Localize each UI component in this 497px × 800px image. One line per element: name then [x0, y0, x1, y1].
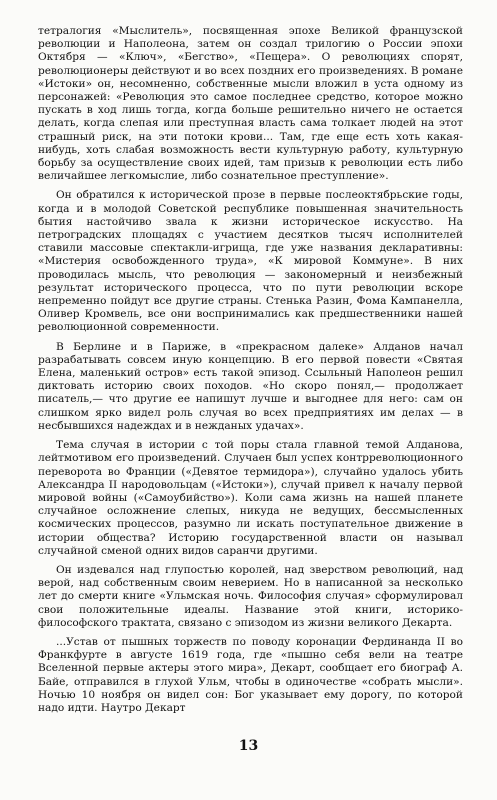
paragraph: ...Устав от пышных торжеств по поводу коронации Фердинанда II во Франкфурте в августе 1619 года, где «пышно себя вели на театре Вселенной первые актеры этого мира», Декарт, сообщает его биограф А. Байе, отправился в глухой Ульм, чтобы в одиночестве «собрать мысли». Ночью 10 ноября он видел сон: Бог указывает ему дорогу, по которой надо идти. Наутро Декарт — [38, 635, 463, 714]
paragraph: Тема случая в истории с той поры стала главной темой Алданова, лейтмотивом его произведений. Случаен был успех контрреволюционного переворота во Франции («Девятое термидора»), случайно удалось убить Александра II народовольцам («Истоки»), случай привел к началу первой мировой войны («Самоубийство»). Коли сама жизнь на нашей планете случайное осложнение слепых, никуда не ведущих, бессмысленных космических процессов, разумно ли искать поступательное движение в истории общества? Историю государственной власти он называл случайной сменой одних видов саранчи другими. — [38, 439, 463, 557]
paragraph: Он издевался над глупостью королей, над зверством революций, над верой, над собственным своим неверием. Но в написанной за несколько лет до смерти книге «Ульмская ночь. Философия случая» сформулировал свои положительные идеалы. Название этой книги, историко-философского трактата, связано с эпизодом из жизни великого Декарта. — [38, 563, 463, 629]
text-column — [38, 25, 463, 721]
paragraph: Он обратился к исторической прозе в первые послеоктябрьские годы, когда и в молодой Советской республике повышенная значительность бытия настойчиво звала к жизни историческое искусство. На петроградских площадях с участием десятков тысяч исполнителей ставили массовые спектакли-игрища, где уже названия декларативны: «Мистерия освобожденного труда», «К мировой Коммуне». В них проводилась мысль, что революция — закономерный и неизбежный результат исторического процесса, что по пути революции вскоре непременно пойдут все другие страны. Стенька Разин, Фома Кампанелла, Оливер Кромвель, все они воспринимались как предшественники нашей революционной современности. — [38, 189, 463, 334]
paragraph: тетралогия «Мыслитель», посвященная эпохе Великой французской революции и Наполеона, затем он создал трилогию о России эпохи Октября — «Ключ», «Бегство», «Пещера». О революциях спорят, революционеры действуют и во всех поздних его произведениях. В романе «Истоки» он, несомненно, собственные мысли вложил в уста одному из персонажей: «Революция это самое последнее средство, которое можно пускать в ход лишь тогда, когда больше решительно ничего не остается делать, когда слепая или преступная власть сама толкает людей на этот страшный риск, на эти потоки крови... Там, где еще есть хоть какая-нибудь, хоть слабая возможность вести культурную работу, культурную борьбу за осуществление своих идей, там призыв к революции есть либо величайшее легкомыслие, либо сознательное преступление». — [38, 25, 463, 183]
page-number: 13 — [238, 738, 259, 754]
paragraph: В Берлине и в Париже, в «прекрасном далеке» Алданов начал разрабатывать совсем иную концепцию. В его первой повести «Святая Елена, маленький остров» есть такой эпизод. Ссыльный Наполеон решил диктовать историю своих походов. «Но скоро понял,— продолжает писатель,— что другие ее напишут лучше и выгоднее для него: сам он слишком ярко видел роль случая во всех предприятиях им делах — в несбывшихся надеждах и в нежданых удачах». — [38, 340, 463, 432]
